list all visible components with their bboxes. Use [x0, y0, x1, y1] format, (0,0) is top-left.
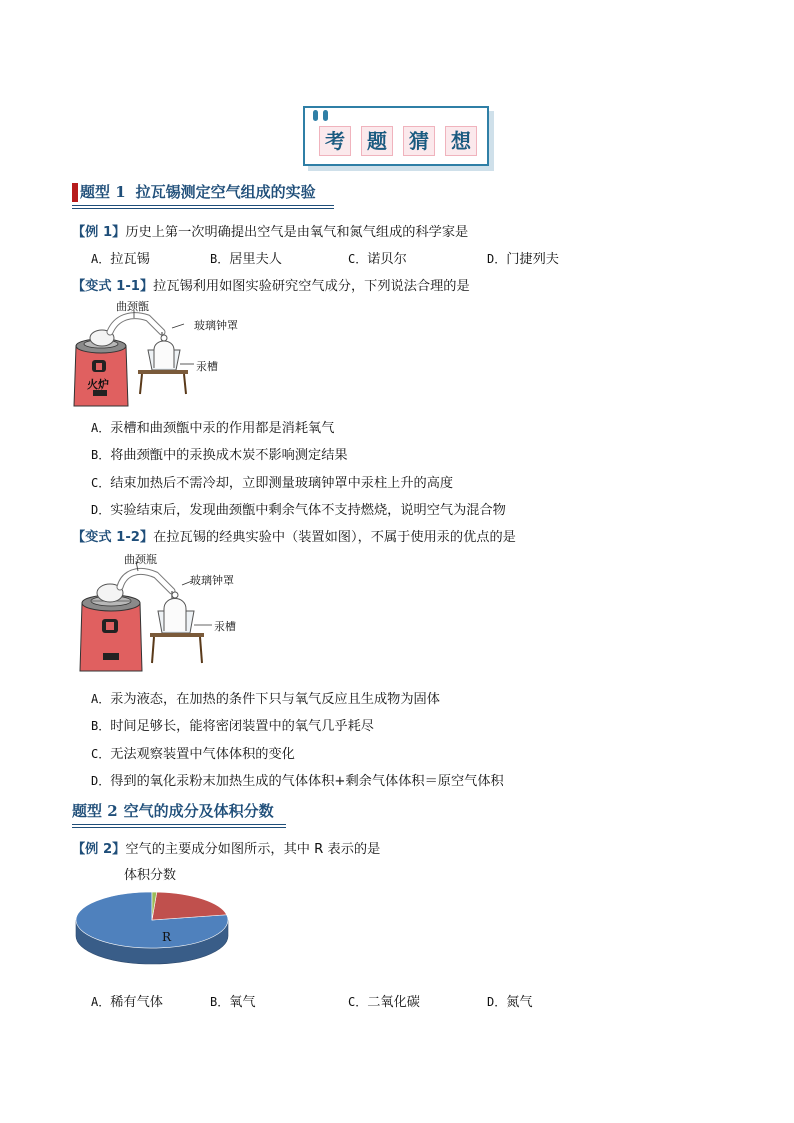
- banner-char: 题: [361, 126, 393, 156]
- option-d: D．氮气: [487, 995, 533, 1010]
- option-d: D．得到的氧化汞粉末加热生成的气体体积+剩余气体体积＝原空气体积: [91, 774, 504, 789]
- figure-label: 汞槽: [214, 620, 236, 633]
- banner-pins: [313, 106, 333, 125]
- question-stem: 空气的主要成分如图所示，其中 R 表示的是: [125, 842, 381, 857]
- figure-label: 曲颈瓶: [124, 553, 157, 566]
- apparatus-figure-1: [72, 298, 252, 410]
- pie-title: 体积分数: [124, 868, 177, 883]
- section-banner: [303, 100, 491, 166]
- section-number: 题型 2: [72, 802, 118, 820]
- figure-label: 玻璃钟罩: [190, 574, 234, 587]
- question-ex2: [72, 838, 380, 857]
- question-tag: 【变式 1-1】: [72, 279, 154, 294]
- option-a: A．汞为液态，在加热的条件下只与氧气反应且生成物为固体: [91, 692, 440, 707]
- question-stem: 历史上第一次明确提出空气是由氧气和氮气组成的科学家是: [125, 225, 469, 240]
- option-b: B．时间足够长，能将密闭装置中的氧气几乎耗尽: [91, 719, 374, 734]
- option-d: D．实验结束后，发现曲颈甑中剩余气体不支持燃烧，说明空气为混合物: [91, 503, 506, 518]
- banner-char: 猜: [403, 126, 435, 156]
- pie-chart: [74, 862, 234, 984]
- section-heading-2: [72, 800, 334, 826]
- option-c: C．诺贝尔: [348, 252, 407, 267]
- option-c: C．无法观察装置中气体体积的变化: [91, 747, 295, 762]
- question-tag: 【变式 1-2】: [72, 530, 154, 545]
- question-tag: 【例 1】: [72, 225, 126, 240]
- option-b: B．氧气: [210, 995, 256, 1010]
- figure-label: 曲颈甑: [116, 300, 149, 313]
- option-a: A．拉瓦锡: [91, 252, 150, 267]
- heading-marker: [72, 183, 78, 202]
- question-tag: 【例 2】: [72, 842, 126, 857]
- banner-char: 想: [445, 126, 477, 156]
- apparatus-figure-2: [78, 551, 258, 675]
- question-ex1: [72, 221, 468, 240]
- section-title: 空气的成分及体积分数: [123, 802, 274, 820]
- section-number: 题型 1: [80, 183, 126, 201]
- option-d: D．门捷列夫: [487, 252, 559, 267]
- banner-frame: [303, 106, 489, 166]
- option-a: A．汞槽和曲颈甑中汞的作用都是消耗氧气: [91, 421, 335, 436]
- option-c: C．结束加热后不需冷却，立即测量玻璃钟罩中汞柱上升的高度: [91, 476, 454, 491]
- figure-label: 火炉: [87, 378, 109, 391]
- section-title: 拉瓦锡测定空气组成的实验: [135, 183, 316, 201]
- option-a: A．稀有气体: [91, 995, 163, 1010]
- option-c: C．二氧化碳: [348, 995, 420, 1010]
- section-heading-1: [72, 181, 334, 207]
- question-v12: [72, 526, 516, 545]
- question-stem: 拉瓦锡利用如图实验研究空气成分，下列说法合理的是: [153, 279, 470, 294]
- question-stem: 在拉瓦锡的经典实验中（装置如图），不属于使用汞的优点的是: [153, 530, 516, 545]
- pie-svg: [74, 862, 234, 984]
- banner-char: 考: [319, 126, 351, 156]
- pie-slice-1: [152, 892, 227, 920]
- figure-label: 玻璃钟罩: [194, 319, 238, 332]
- option-b: B．居里夫人: [210, 252, 282, 267]
- question-v11: [72, 275, 470, 294]
- option-b: B．将曲颈甑中的汞换成木炭不影响测定结果: [91, 448, 348, 463]
- pie-slice-label: R: [162, 930, 172, 944]
- figure-label: 汞槽: [196, 360, 218, 373]
